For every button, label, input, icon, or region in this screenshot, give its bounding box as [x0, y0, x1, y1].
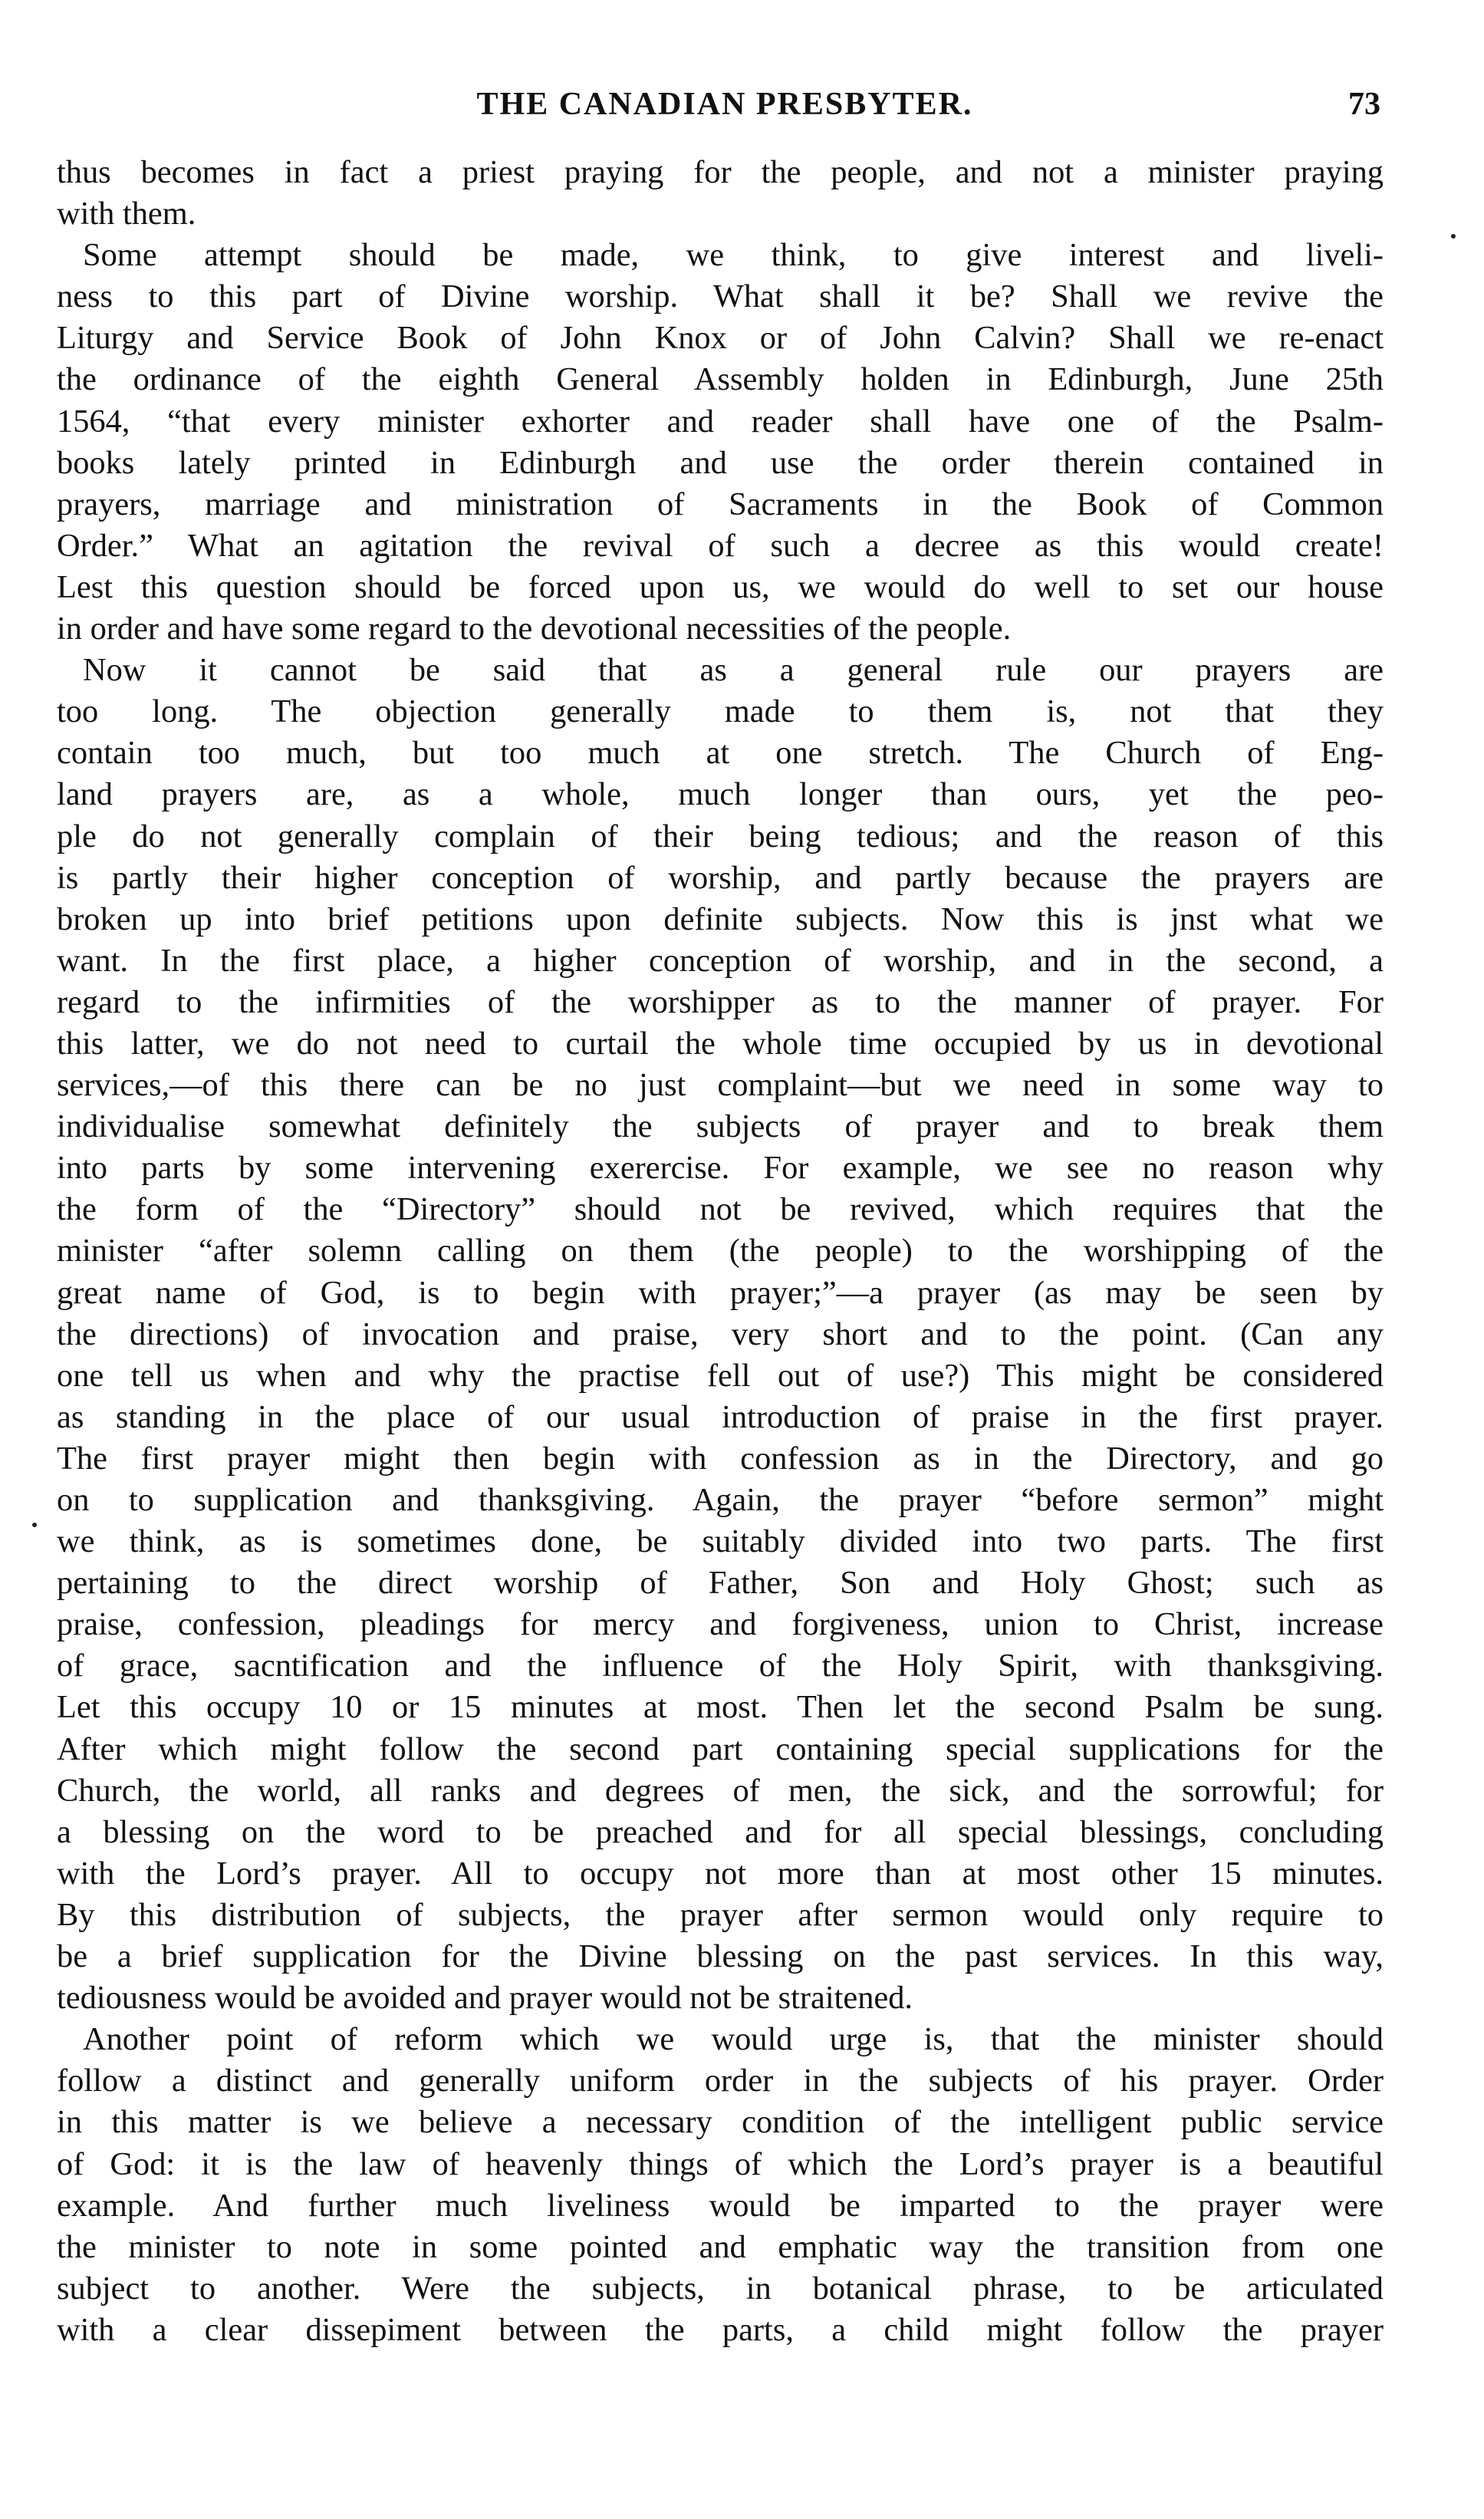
page-header [54, 86, 1396, 132]
page-number: 73 [1348, 87, 1380, 122]
body-text [57, 152, 1384, 2351]
text-line: services,—of this there can be no just complaint—but we need in some way to [57, 1067, 1384, 1104]
text-line: on to supplication and thanksgiving. Again, the prayer “before sermon” might [57, 1482, 1384, 1518]
text-line: regard to the infirmities of the worshipper as to the manner of prayer. For [57, 983, 1384, 1020]
text-line: The first prayer might then begin with confession as in the Directory, and go [57, 1440, 1384, 1477]
text-line: in this matter is we believe a necessary condition of the intelligent public service [57, 2104, 1384, 2141]
text-line: broken up into brief petitions upon definite subjects. Now this is jnst what we [57, 901, 1384, 937]
text-line: contain too much, but too much at one stretch. The Church of Eng- [57, 735, 1384, 772]
text-line: into parts by some intervening exerercise. For example, we see no reason why [57, 1150, 1384, 1187]
text-line: After which might follow the second part containing special supplications for the [57, 1730, 1384, 1767]
text-line: books lately printed in Edinburgh and use the order therein contained in [57, 444, 1384, 481]
text-line: Let this occupy 10 or 15 minutes at most. Then let the second Psalm be sung. [57, 1689, 1384, 1726]
text-line: we think, as is sometimes done, be suitably divided into two parts. The first [57, 1523, 1384, 1560]
text-line: follow a distinct and generally uniform order in the subjects of his prayer. Order [57, 2063, 1384, 2099]
text-line: the directions) of invocation and praise, very short and to the point. (Can any [57, 1315, 1384, 1352]
text-line: as standing in the place of our usual introduction of praise in the first prayer. [57, 1398, 1384, 1435]
text-line: praise, confession, pleadings for mercy and forgiveness, union to Christ, increase [57, 1606, 1384, 1643]
text-line: too long. The objection generally made to them is, not that they [57, 693, 1384, 730]
text-line: great name of God, is to begin with prayer;”—a prayer (as may be seen by [57, 1274, 1384, 1311]
text-line: By this distribution of subjects, the prayer after sermon would only require to [57, 1896, 1384, 1933]
text-line: ple do not generally complain of their being tedious; and the reason of this [57, 818, 1384, 854]
text-line: subject to another. Were the subjects, in botanical phrase, to be articulated [57, 2270, 1384, 2307]
text-line: Lest this question should be forced upon us, we would do well to set our house [57, 568, 1384, 605]
text-line: tediousness would be avoided and prayer would not be straitened. [57, 1980, 913, 2017]
text-line: is partly their higher conception of worship, and partly because the prayers are [57, 859, 1384, 896]
text-line: in order and have some regard to the devotional necessities of the people. [57, 611, 1012, 647]
text-line: of God: it is the law of heavenly things of which the Lord’s prayer is a beautiful [57, 2145, 1384, 2182]
text-line: pertaining to the direct worship of Father, Son and Holy Ghost; such as [57, 1565, 1384, 1602]
paragraph-start-line: Some attempt should be made, we think, to give interest and liveli- [83, 237, 1384, 274]
text-line: Liturgy and Service Book of John Knox or of John Calvin? Shall we re-enact [57, 320, 1384, 357]
text-line: minister “after solemn calling on them (the people) to the worshipping of the [57, 1233, 1384, 1269]
text-line: land prayers are, as a whole, much longer than ours, yet the peo- [57, 776, 1384, 813]
text-line: individualise somewhat definitely the subjects of prayer and to break them [57, 1108, 1384, 1145]
text-line: ness to this part of Divine worship. What shall it be? Shall we revive the [57, 278, 1384, 315]
running-title: THE CANADIAN PRESBYTER. [476, 87, 973, 122]
text-line: this latter, we do not need to curtail the whole time occupied by us in devotional [57, 1025, 1384, 1062]
text-line: a blessing on the word to be preached and for all special blessings, concluding [57, 1813, 1384, 1850]
text-line: with them. [57, 196, 196, 232]
text-line: thus becomes in fact a priest praying for the people, and not a minister praying [57, 154, 1384, 190]
text-line: with a clear dissepiment between the parts, a child might follow the prayer [57, 2311, 1384, 2348]
text-line: 1564, “that every minister exhorter and reader shall have one of the Psalm- [57, 403, 1384, 440]
text-line: the form of the “Directory” should not be revived, which requires that the [57, 1191, 1384, 1228]
text-line: example. And further much liveliness would be imparted to the prayer were [57, 2187, 1384, 2224]
text-line: the ordinance of the eighth General Assembly holden in Edinburgh, June 25th [57, 361, 1384, 398]
text-line: of grace, sacntification and the influence of the Holy Spirit, with thanksgiving. [57, 1648, 1384, 1684]
text-line: one tell us when and why the practise fell out of use?) This might be considered [57, 1357, 1384, 1394]
text-line: the minister to note in some pointed and emphatic way the transition from one [57, 2228, 1384, 2265]
text-line: Church, the world, all ranks and degrees of men, the sick, and the sorrowful; for [57, 1772, 1384, 1809]
paragraph-start-line: Another point of reform which we would urge is, that the minister should [83, 2021, 1384, 2058]
text-line: prayers, marriage and ministration of Sacraments in the Book of Common [57, 486, 1384, 522]
scan-speck [32, 1523, 37, 1527]
paragraph-start-line: Now it cannot be said that as a general rule our prayers are [83, 652, 1384, 689]
text-line: want. In the first place, a higher conception of worship, and in the second, a [57, 942, 1384, 979]
text-line: with the Lord’s prayer. All to occupy not more than at most other 15 minutes. [57, 1855, 1384, 1892]
scan-speck [1451, 234, 1456, 239]
text-line: be a brief supplication for the Divine blessing on the past services. In this way, [57, 1938, 1384, 1975]
text-line: Order.” What an agitation the revival of such a decree as this would create! [57, 527, 1384, 564]
